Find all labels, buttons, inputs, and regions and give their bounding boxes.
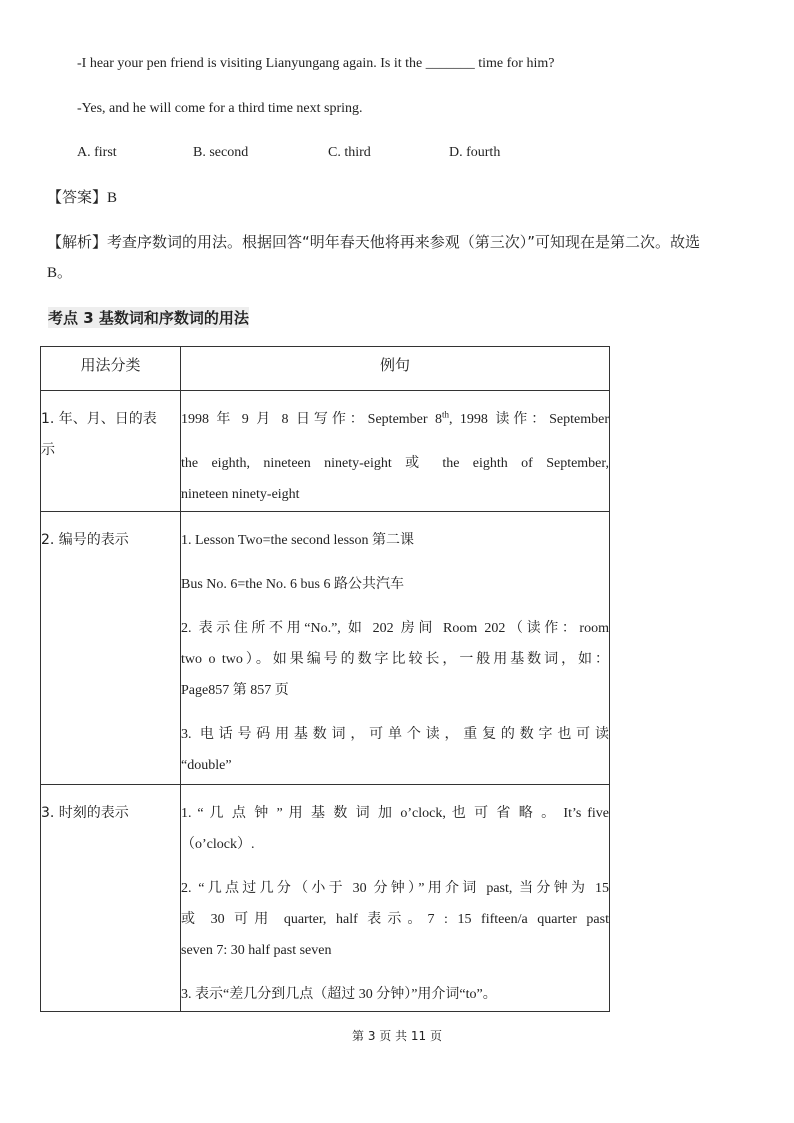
superscript-th: th [441,409,449,420]
example-line: （o’clock）. [181,837,255,852]
example-line: seven 7: 30 half past seven [181,943,332,958]
example-cell [181,512,610,785]
example-line: 1998 年 9 月 8 日写作：September 8th, 1998 读作：September [181,409,609,427]
usage-table [40,346,610,1012]
category-cell [41,512,181,785]
answer-block [47,182,117,214]
category-line: 3. 时刻的表示 [41,805,129,821]
header-category: 用法分类 [41,347,181,391]
example-line: Page857 第 857 页 [181,683,289,698]
header-example: 例句 [181,347,610,391]
example-line: 或 30 可用 quarter, half 表示。7 : 15 fifteen/a quarter past [181,912,609,927]
table-row [41,391,610,512]
analysis-text: 考查序数词的用法。根据回答“明年春天他将再来参观（第三次）”可知现在是第二次。故选 [107,233,701,251]
question-line-2: -Yes, and he will come for a third time next spring. [77,101,363,116]
example-line: 2. “几点过几分（小于 30 分钟）”用介词 past, 当分钟为 15 [181,881,609,896]
table-row [41,785,610,1012]
option-d: D. fourth [449,145,501,160]
category-line: 1. 年、月、日的表 [41,411,157,427]
example-line: Bus No. 6=the No. 6 bus 6 路公共汽车 [181,577,404,592]
page-footer: 第 3 页 共 11 页 [352,1029,442,1043]
category-cell [41,785,181,1012]
example-line: two o two）。如果编号的数字比较长，一般用基数词，如： [181,652,609,667]
analysis-line-1 [47,227,700,258]
option-b: B. second [193,145,249,160]
answer-value: B [107,190,118,206]
example-line: 1. Lesson Two=the second lesson 第二课 [181,533,414,548]
example-line: “double” [181,758,232,773]
example-line: nineteen ninety-eight [181,487,300,502]
example-line: 2. 表示住所不用“No.”, 如 202 房间 Room 202（读作：room [181,621,609,636]
category-cell [41,391,181,512]
example-cell [181,785,610,1012]
section-title: 考点 3 基数词和序数词的用法 [48,309,249,327]
example-line: 3. 表示“差几分到几点（超过 30 分钟）”用介词“to”。 [181,987,497,1002]
table-header-row [41,347,610,391]
example-cell [181,391,610,512]
option-a: A. first [77,145,117,160]
category-line: 示 [41,442,55,458]
table-row [41,512,610,785]
example-line: the eighth, nineteen ninety-eight 或 the eighth of September, [181,456,609,471]
example-line: 3. 电话号码用基数词，可单个读，重复的数字也可读 [181,727,609,742]
question-line-1: -I hear your pen friend is visiting Lianyungang again. Is it the _______ time for him? [77,56,555,71]
analysis-line-2: B。 [47,265,73,281]
example-line: 1. “ 几 点 钟 ” 用 基 数 词 加 o’clock, 也 可 省 略 。 It’s five [181,806,609,821]
option-c: C. third [328,145,371,160]
analysis-label: 【解析】 [47,233,108,251]
category-line: 2. 编号的表示 [41,532,129,548]
answer-label: 【答案】 [47,188,108,206]
